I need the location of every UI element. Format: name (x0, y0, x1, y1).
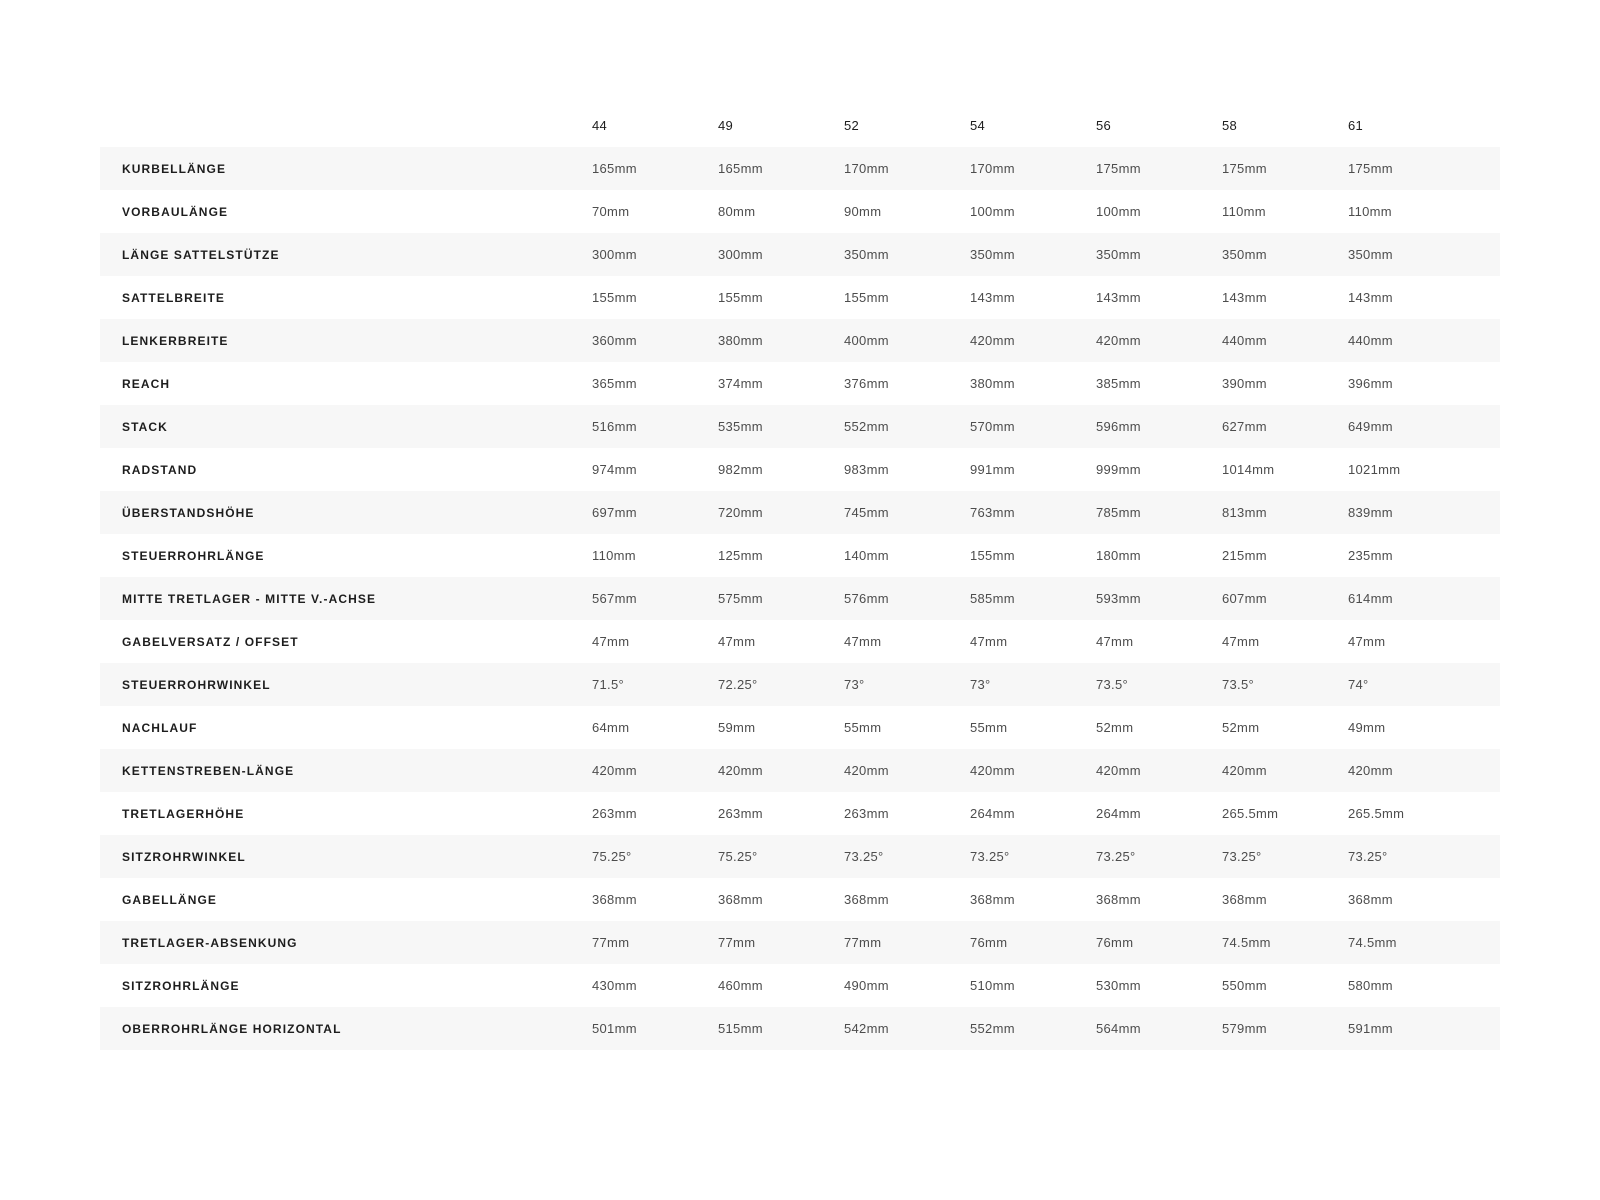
cell-value: 215mm (1222, 548, 1267, 563)
table-row (100, 878, 1500, 921)
cell-value: 368mm (1096, 892, 1141, 907)
cell-value: 155mm (970, 548, 1015, 563)
table-row (100, 491, 1500, 534)
cell-value: 591mm (1348, 1021, 1393, 1036)
cell-value: 143mm (1348, 290, 1393, 305)
table-row (100, 663, 1500, 706)
cell-value: 596mm (1096, 419, 1141, 434)
cell-value: 264mm (970, 806, 1015, 821)
cell-value: 991mm (970, 462, 1015, 477)
cell-value: 542mm (844, 1021, 889, 1036)
cell-value: 52mm (1096, 720, 1134, 735)
cell-value: 510mm (970, 978, 1015, 993)
cell-value: 155mm (718, 290, 763, 305)
cell-value: 350mm (1348, 247, 1393, 262)
cell-value: 73.25° (970, 849, 1010, 864)
cell-value: 77mm (592, 935, 630, 950)
cell-value: 535mm (718, 419, 763, 434)
table-row (100, 620, 1500, 663)
cell-value: 785mm (1096, 505, 1141, 520)
cell-value: 165mm (592, 161, 637, 176)
cell-value: 74.5mm (1222, 935, 1271, 950)
cell-value: 350mm (1096, 247, 1141, 262)
row-label: STEUERROHRLÄNGE (122, 548, 265, 563)
row-label: MITTE TRETLAGER - MITTE V.-ACHSE (122, 591, 377, 606)
cell-value: 982mm (718, 462, 763, 477)
cell-value: 368mm (1222, 892, 1267, 907)
cell-value: 74.5mm (1348, 935, 1397, 950)
row-label: TRETLAGERHÖHE (122, 806, 245, 821)
cell-value: 374mm (718, 376, 763, 391)
cell-value: 385mm (1096, 376, 1141, 391)
size-column-header: 52 (844, 118, 860, 133)
cell-value: 165mm (718, 161, 763, 176)
cell-value: 110mm (1222, 204, 1266, 219)
cell-value: 839mm (1348, 505, 1393, 520)
cell-value: 564mm (1096, 1021, 1141, 1036)
table-row (100, 405, 1500, 448)
cell-value: 390mm (1222, 376, 1267, 391)
cell-value: 460mm (718, 978, 763, 993)
cell-value: 552mm (970, 1021, 1015, 1036)
cell-value: 73.25° (1096, 849, 1136, 864)
row-label: NACHLAUF (122, 720, 198, 735)
cell-value: 73.25° (844, 849, 884, 864)
cell-value: 73° (970, 677, 991, 692)
cell-value: 140mm (844, 548, 889, 563)
cell-value: 47mm (970, 634, 1008, 649)
row-label: SITZROHRWINKEL (122, 849, 246, 864)
cell-value: 763mm (970, 505, 1015, 520)
cell-value: 235mm (1348, 548, 1393, 563)
cell-value: 368mm (592, 892, 637, 907)
cell-value: 100mm (970, 204, 1015, 219)
cell-value: 125mm (718, 548, 763, 563)
row-label: STEUERROHRWINKEL (122, 677, 271, 692)
cell-value: 440mm (1348, 333, 1393, 348)
row-label: VORBAULÄNGE (122, 204, 229, 219)
cell-value: 607mm (1222, 591, 1267, 606)
cell-value: 1014mm (1222, 462, 1275, 477)
cell-value: 420mm (1096, 333, 1141, 348)
row-label: GABELVERSATZ / OFFSET (122, 634, 299, 649)
row-label: SATTELBREITE (122, 290, 225, 305)
cell-value: 974mm (592, 462, 637, 477)
cell-value: 420mm (1222, 763, 1267, 778)
cell-value: 350mm (1222, 247, 1267, 262)
cell-value: 983mm (844, 462, 889, 477)
cell-value: 47mm (1096, 634, 1134, 649)
cell-value: 73.25° (1348, 849, 1388, 864)
row-label: KURBELLÄNGE (122, 161, 227, 176)
cell-value: 1021mm (1348, 462, 1401, 477)
cell-value: 697mm (592, 505, 637, 520)
row-label: REACH (122, 376, 171, 391)
cell-value: 376mm (844, 376, 889, 391)
cell-value: 420mm (844, 763, 889, 778)
table-row (100, 706, 1500, 749)
row-label: RADSTAND (122, 462, 198, 477)
header-row (100, 104, 1500, 147)
cell-value: 300mm (592, 247, 637, 262)
cell-value: 567mm (592, 591, 637, 606)
cell-value: 73° (844, 677, 865, 692)
cell-value: 264mm (1096, 806, 1141, 821)
cell-value: 143mm (1222, 290, 1267, 305)
cell-value: 47mm (844, 634, 882, 649)
cell-value: 55mm (970, 720, 1008, 735)
cell-value: 72.25° (718, 677, 758, 692)
cell-value: 365mm (592, 376, 637, 391)
cell-value: 575mm (718, 591, 763, 606)
cell-value: 80mm (718, 204, 756, 219)
row-label: ÜBERSTANDSHÖHE (122, 505, 255, 520)
cell-value: 579mm (1222, 1021, 1267, 1036)
cell-value: 368mm (1348, 892, 1393, 907)
cell-value: 59mm (718, 720, 756, 735)
cell-value: 396mm (1348, 376, 1393, 391)
cell-value: 576mm (844, 591, 889, 606)
row-label: STACK (122, 419, 168, 434)
cell-value: 614mm (1348, 591, 1393, 606)
size-column-header: 54 (970, 118, 986, 133)
cell-value: 155mm (592, 290, 637, 305)
cell-value: 47mm (1348, 634, 1386, 649)
geometry-table (100, 104, 1500, 1050)
cell-value: 360mm (592, 333, 637, 348)
cell-value: 400mm (844, 333, 889, 348)
cell-value: 501mm (592, 1021, 637, 1036)
cell-value: 420mm (970, 333, 1015, 348)
cell-value: 368mm (970, 892, 1015, 907)
cell-value: 380mm (718, 333, 763, 348)
cell-value: 71.5° (592, 677, 625, 692)
cell-value: 515mm (718, 1021, 763, 1036)
cell-value: 175mm (1222, 161, 1267, 176)
cell-value: 570mm (970, 419, 1015, 434)
cell-value: 263mm (844, 806, 889, 821)
cell-value: 265.5mm (1348, 806, 1405, 821)
cell-value: 490mm (844, 978, 889, 993)
cell-value: 180mm (1096, 548, 1141, 563)
cell-value: 580mm (1348, 978, 1393, 993)
table-body (100, 147, 1500, 1050)
size-column-header: 58 (1222, 118, 1238, 133)
table-row (100, 534, 1500, 577)
row-label: TRETLAGER-ABSENKUNG (122, 935, 298, 950)
cell-value: 745mm (844, 505, 889, 520)
cell-value: 420mm (1096, 763, 1141, 778)
cell-value: 627mm (1222, 419, 1267, 434)
table-row (100, 921, 1500, 964)
table-row (100, 319, 1500, 362)
cell-value: 440mm (1222, 333, 1267, 348)
size-column-header: 49 (718, 118, 734, 133)
table-header (100, 104, 1500, 147)
cell-value: 368mm (718, 892, 763, 907)
cell-value: 47mm (592, 634, 630, 649)
table-row (100, 749, 1500, 792)
cell-value: 552mm (844, 419, 889, 434)
table-row (100, 147, 1500, 190)
table-row (100, 835, 1500, 878)
cell-value: 420mm (970, 763, 1015, 778)
row-label: OBERROHRLÄNGE HORIZONTAL (122, 1021, 342, 1036)
cell-value: 585mm (970, 591, 1015, 606)
cell-value: 350mm (844, 247, 889, 262)
cell-value: 420mm (718, 763, 763, 778)
cell-value: 999mm (1096, 462, 1141, 477)
cell-value: 74° (1348, 677, 1369, 692)
table-row (100, 362, 1500, 405)
cell-value: 100mm (1096, 204, 1141, 219)
cell-value: 516mm (592, 419, 637, 434)
cell-value: 263mm (718, 806, 763, 821)
size-column-header: 44 (592, 118, 608, 133)
row-label: SITZROHRLÄNGE (122, 978, 240, 993)
cell-value: 143mm (970, 290, 1015, 305)
row-label: LENKERBREITE (122, 333, 229, 348)
cell-value: 350mm (970, 247, 1015, 262)
cell-value: 170mm (844, 161, 889, 176)
cell-value: 49mm (1348, 720, 1386, 735)
cell-value: 170mm (970, 161, 1015, 176)
cell-value: 593mm (1096, 591, 1141, 606)
table-row (100, 792, 1500, 835)
cell-value: 265.5mm (1222, 806, 1279, 821)
cell-value: 110mm (1348, 204, 1392, 219)
cell-value: 300mm (718, 247, 763, 262)
cell-value: 380mm (970, 376, 1015, 391)
cell-value: 175mm (1096, 161, 1141, 176)
table-row (100, 964, 1500, 1007)
cell-value: 143mm (1096, 290, 1141, 305)
table-row (100, 1007, 1500, 1050)
cell-value: 430mm (592, 978, 637, 993)
cell-value: 75.25° (592, 849, 632, 864)
cell-value: 52mm (1222, 720, 1260, 735)
cell-value: 47mm (1222, 634, 1260, 649)
cell-value: 263mm (592, 806, 637, 821)
cell-value: 73.25° (1222, 849, 1262, 864)
table-row (100, 448, 1500, 491)
cell-value: 420mm (592, 763, 637, 778)
cell-value: 368mm (844, 892, 889, 907)
size-column-header: 56 (1096, 118, 1112, 133)
cell-value: 55mm (844, 720, 882, 735)
corner-cell (100, 104, 570, 147)
size-column-header: 61 (1348, 118, 1364, 133)
row-label: KETTENSTREBEN-LÄNGE (122, 763, 295, 778)
cell-value: 77mm (844, 935, 882, 950)
row-label: GABELLÄNGE (122, 892, 217, 907)
cell-value: 649mm (1348, 419, 1393, 434)
table-row (100, 233, 1500, 276)
cell-value: 76mm (1096, 935, 1134, 950)
cell-value: 77mm (718, 935, 756, 950)
cell-value: 47mm (718, 634, 756, 649)
row-label: LÄNGE SATTELSTÜTZE (122, 247, 280, 262)
cell-value: 76mm (970, 935, 1008, 950)
cell-value: 530mm (1096, 978, 1141, 993)
table-row (100, 276, 1500, 319)
cell-value: 70mm (592, 204, 630, 219)
cell-value: 73.5° (1096, 677, 1129, 692)
cell-value: 73.5° (1222, 677, 1255, 692)
cell-value: 420mm (1348, 763, 1393, 778)
cell-value: 175mm (1348, 161, 1393, 176)
cell-value: 110mm (592, 548, 636, 563)
cell-value: 64mm (592, 720, 630, 735)
cell-value: 90mm (844, 204, 882, 219)
cell-value: 75.25° (718, 849, 758, 864)
table-row (100, 190, 1500, 233)
cell-value: 813mm (1222, 505, 1267, 520)
table-row (100, 577, 1500, 620)
cell-value: 155mm (844, 290, 889, 305)
cell-value: 550mm (1222, 978, 1267, 993)
cell-value: 720mm (718, 505, 763, 520)
